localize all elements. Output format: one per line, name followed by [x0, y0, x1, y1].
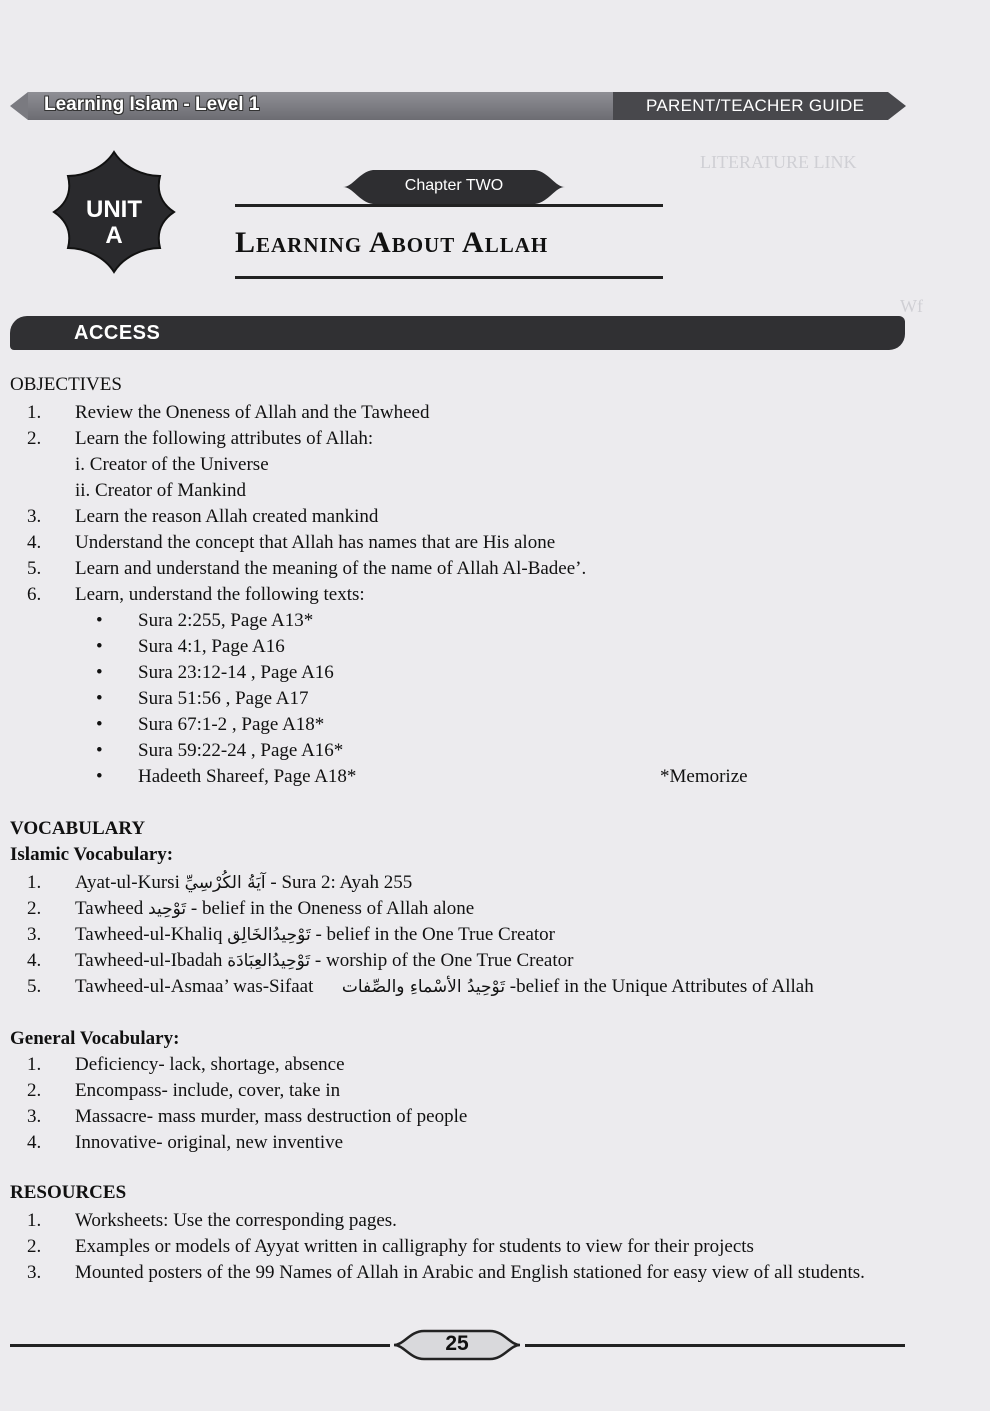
arabic-term: تَوْحِيدُالخَالِق — [227, 925, 311, 945]
arabic-term: تَوْحِيدُ الأسْماءِ والصِّفات — [341, 977, 506, 997]
islamic-vocabulary-heading: Islamic Vocabulary: — [10, 844, 174, 865]
arabic-term: تَوْحِيدُالعِبَادَة — [227, 951, 311, 971]
list-item: • Sura 51:56 , Page A17 — [96, 688, 309, 709]
vocab-item: 4. Tawheed-ul-Ibadah تَوْحِيدُالعِبَادَة - worship of the One True Creator — [27, 950, 574, 971]
page-number: 25 — [445, 1332, 469, 1355]
resources-list — [27, 1208, 927, 1286]
guide-label: PARENT/TEACHER GUIDE — [646, 96, 865, 115]
list-item: • Sura 4:1, Page A16 — [96, 636, 285, 657]
header-right-cap — [888, 92, 906, 120]
list-item: 6. Learn, understand the following texts: — [27, 584, 365, 605]
title-rule-top — [235, 204, 663, 207]
memorize-note: *Memorize — [660, 766, 748, 787]
vocab-item: 2. Encompass- include, cover, take in — [27, 1080, 341, 1101]
list-item: 3. Mounted posters of the 99 Names of Allah in Arabic and English stationed for easy view of all students. — [27, 1262, 865, 1283]
texts-list — [96, 608, 796, 790]
vocab-item: 3. Massacre- mass murder, mass destruction of people — [27, 1106, 468, 1127]
list-item: • Sura 67:1-2 , Page A18* — [96, 714, 325, 735]
list-item: • Sura 59:22-24 , Page A16* — [96, 740, 344, 761]
list-item: 3. Learn the reason Allah created mankind — [27, 506, 379, 527]
footer-rule-right — [525, 1344, 905, 1347]
unit-letter: A — [105, 222, 123, 249]
list-item: • Hadeeth Shareef, Page A18* — [96, 766, 357, 787]
resources-heading: RESOURCES — [10, 1182, 127, 1203]
list-item: 2. Examples or models of Ayyat written in calligraphy for students to view for their projects — [27, 1236, 754, 1257]
chapter-tab — [343, 168, 565, 206]
list-item: • Sura 2:255, Page A13* — [96, 610, 314, 631]
vocab-item: 1. Deficiency- lack, shortage, absence — [27, 1054, 345, 1075]
unit-word: UNIT — [86, 196, 142, 223]
vocabulary-heading: VOCABULARY — [10, 818, 146, 839]
footer-rule-left — [10, 1344, 390, 1347]
objective-subitem: i. Creator of the Universe — [75, 454, 269, 475]
general-vocabulary-list — [27, 1052, 927, 1156]
vocab-item: 4. Innovative- original, new inventive — [27, 1132, 344, 1153]
islamic-vocabulary-list — [27, 870, 927, 1000]
list-item: 5. Learn and understand the meaning of the name of Allah Al-Badee’. — [27, 558, 587, 579]
vocab-item: 1. Ayat-ul-Kursi آيَةُ الكُرْسِيِّ - Sura 2: Ayah 255 — [27, 872, 413, 893]
section-bar-access — [10, 316, 905, 350]
header-left-cap — [10, 92, 28, 120]
list-item: 2. Learn the following attributes of Allah: — [27, 428, 374, 449]
chapter-label: Chapter TWO — [404, 177, 504, 194]
list-item: • Sura 23:12-14 , Page A16 — [96, 662, 334, 683]
objectives-heading: OBJECTIVES — [10, 374, 122, 395]
title-rule-bottom — [235, 276, 663, 279]
header-banner — [10, 86, 908, 126]
list-item: 1. Worksheets: Use the corresponding pages. — [27, 1210, 397, 1231]
list-item: 4. Understand the concept that Allah has names that are His alone — [27, 532, 556, 553]
vocab-item: 5. Tawheed-ul-Asmaa’ was-Sifaat تَوْحِيدُ الأسْماءِ والصِّفات -belief in the Unique Attributes of Allah — [27, 976, 814, 997]
arabic-term: آيَةُ الكُرْسِيِّ — [184, 873, 266, 893]
unit-badge — [50, 148, 178, 276]
arabic-term: تَوْحِيد — [148, 899, 187, 919]
vocab-item: 3. Tawheed-ul-Khaliq تَوْحِيدُالخَالِق - belief in the One True Creator — [27, 924, 556, 945]
objective-subitem: ii. Creator of Mankind — [75, 480, 246, 501]
chapter-title: Learning About Allah — [235, 226, 549, 259]
vocab-item: 2. Tawheed تَوْحِيد - belief in the Oneness of Allah alone — [27, 898, 475, 919]
section-bar-label: ACCESS — [74, 322, 161, 344]
objectives-list-a — [27, 400, 927, 452]
page-number-badge — [392, 1328, 522, 1362]
book-title: Learning Islam - Level 1 — [44, 94, 260, 115]
list-item: 1. Review the Oneness of Allah and the Tawheed — [27, 402, 430, 423]
objectives-list-b — [27, 504, 927, 608]
general-vocabulary-heading: General Vocabulary: — [10, 1028, 180, 1049]
